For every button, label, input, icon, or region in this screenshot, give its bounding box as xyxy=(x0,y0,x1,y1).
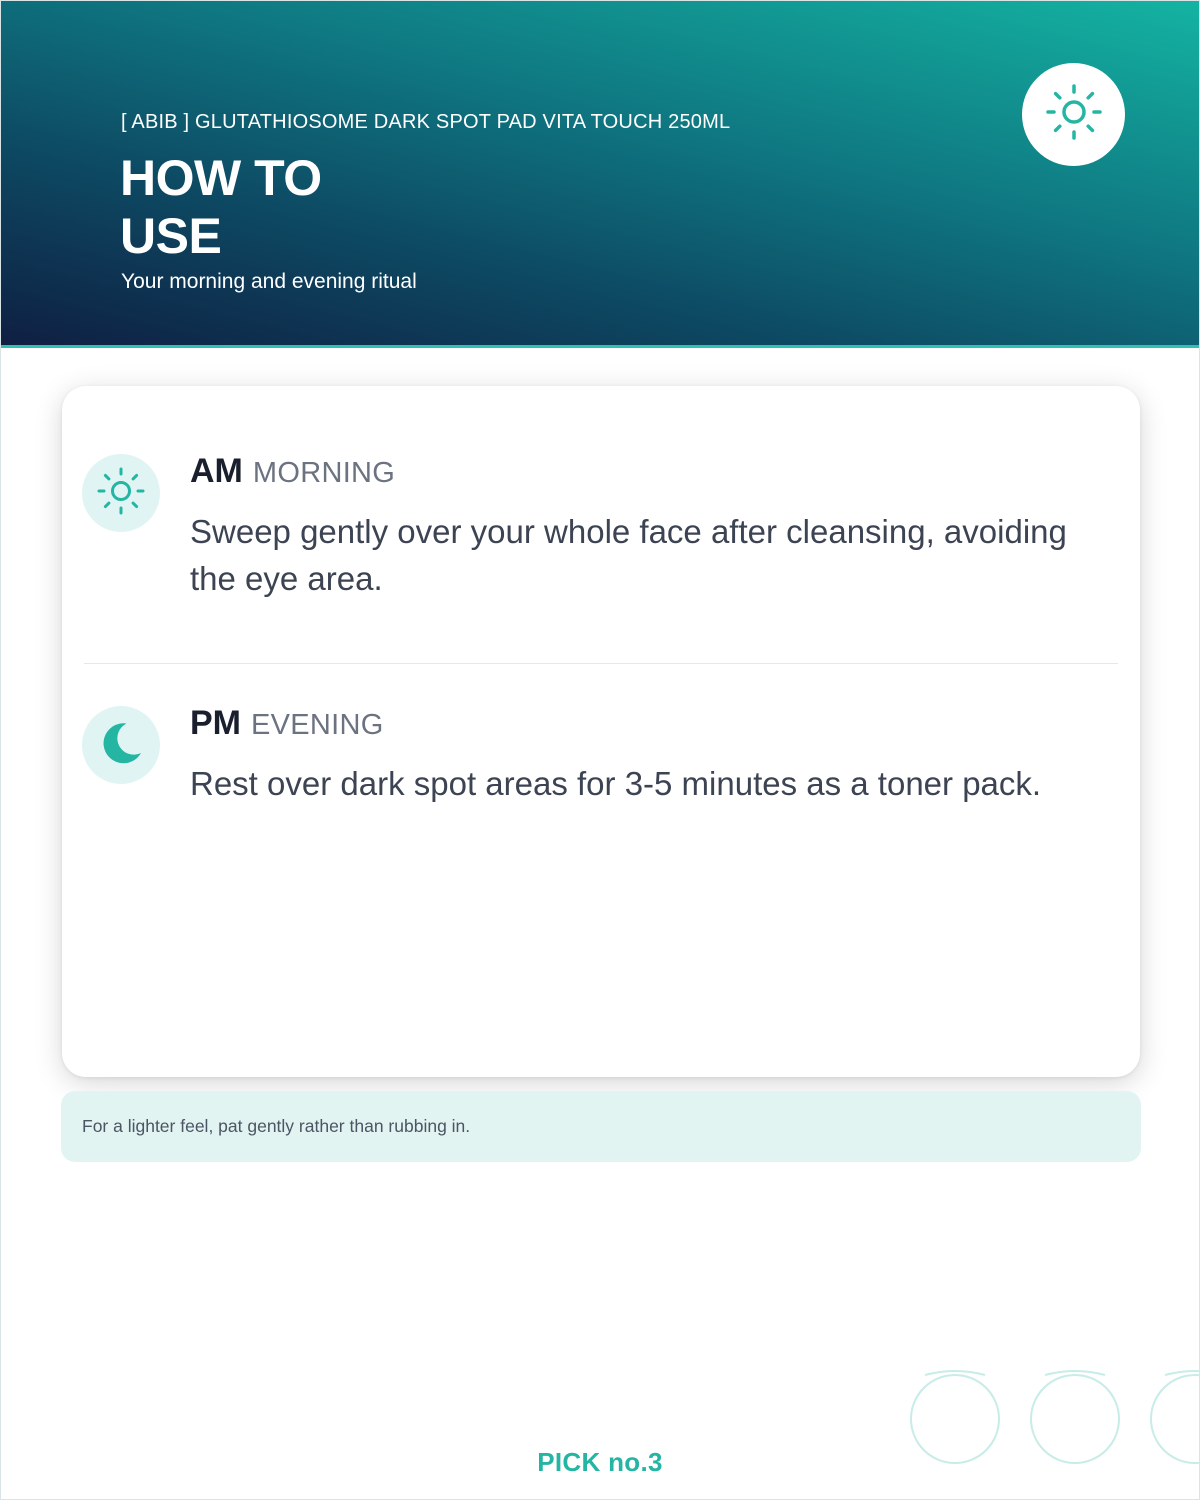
moon-icon xyxy=(96,718,146,773)
step-pm-label: EVENING xyxy=(251,709,384,741)
step-pm-icon-badge xyxy=(82,706,160,784)
step-pm-code: PM xyxy=(190,704,241,742)
page-title-line-1: HOW TO xyxy=(120,150,322,206)
header-banner xyxy=(1,1,1199,348)
page-tagline: Your morning and evening ritual xyxy=(121,270,417,293)
step-am-icon-badge xyxy=(82,454,160,532)
page-title-line-2: USE xyxy=(120,208,222,264)
product-name: [ ABIB ] GLUTATHIOSOME DARK SPOT PAD VITA TOUCH 250ML xyxy=(121,111,731,133)
pick-number-label: PICK no.3 xyxy=(537,1447,663,1477)
step-am-heading xyxy=(190,452,395,491)
routine-card xyxy=(62,386,1140,1077)
sun-icon xyxy=(96,466,146,521)
step-pm-instruction: Rest over dark spot areas for 3-5 minutes as a toner pack. xyxy=(190,765,1042,802)
step-pm-heading xyxy=(190,704,384,743)
header-sun-badge xyxy=(1022,63,1125,166)
step-am-instruction: Sweep gently over your whole face after cleansing, avoiding the eye area. xyxy=(190,513,1067,597)
sun-icon xyxy=(1044,82,1104,147)
tip-box xyxy=(61,1091,1141,1162)
step-divider xyxy=(84,663,1118,664)
step-am-label: MORNING xyxy=(252,457,396,489)
step-am-code: AM xyxy=(190,452,243,490)
page-title xyxy=(120,149,322,265)
tip-text: For a lighter feel, pat gently rather than rubbing in. xyxy=(82,1116,471,1136)
